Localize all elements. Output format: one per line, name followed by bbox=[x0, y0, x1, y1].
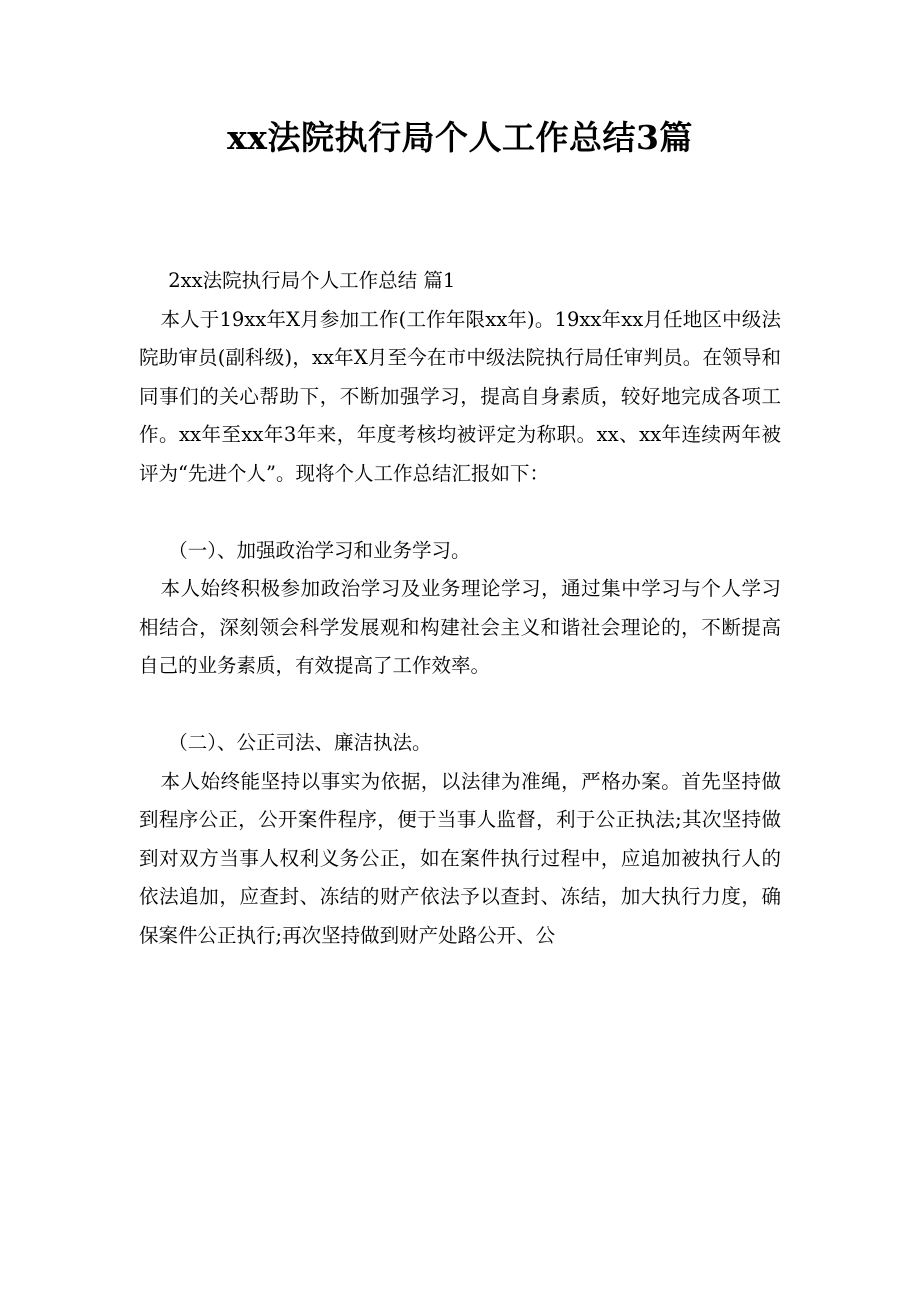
section-2-title: （二）、公正司法、廉洁执法。 bbox=[168, 731, 432, 754]
paragraph-gap bbox=[139, 493, 781, 532]
paragraph-gap bbox=[139, 686, 781, 725]
section-1-title: （一）、加强政治学习和业务学习。 bbox=[168, 538, 471, 562]
section-1-body: 本人始终积极参加政治学习及业务理论学习，通过集中学习与个人学习相结合，深刻领会科学发展观和构建社会主义和谐社会理论的，不断提高自己的业务素质，有效提高了工作效率。 bbox=[139, 577, 781, 677]
intro-paragraph: 本人于19xx年X月参加工作(工作年限xx年)。19xx年xx月任地区中级法院助审员(副科级)，xx年X月至今在市中级法院执行局任审判员。在领导和同事们的关心帮助下，不断加强学习，提高自身素质，较好地完成各项工作。xx年至xx年3年来，年度考核均被评定为称职。xx、xx年连续两年被评为“先进个人”。现将个人工作总结汇报如下： bbox=[139, 307, 781, 485]
document-title: xx法院执行局个人工作总结3篇 bbox=[227, 118, 693, 157]
document-body bbox=[139, 262, 781, 955]
article-heading: 2xx法院执行局个人工作总结 篇1 bbox=[168, 269, 456, 292]
section-2-body: 本人始终能坚持以事实为依据，以法律为准绳，严格办案。首先坚持做到程序公正，公开案件程序，便于当事人监督，利于公正执法;其次坚持做到对双方当事人权利义务公正，如在案件执行过程中，应追加被执行人的依法追加，应查封、冻结的财产依法予以查封、冻结，加大执行力度，确保案件公正执行;再次坚持做到财产处路公开、公 bbox=[139, 769, 781, 947]
